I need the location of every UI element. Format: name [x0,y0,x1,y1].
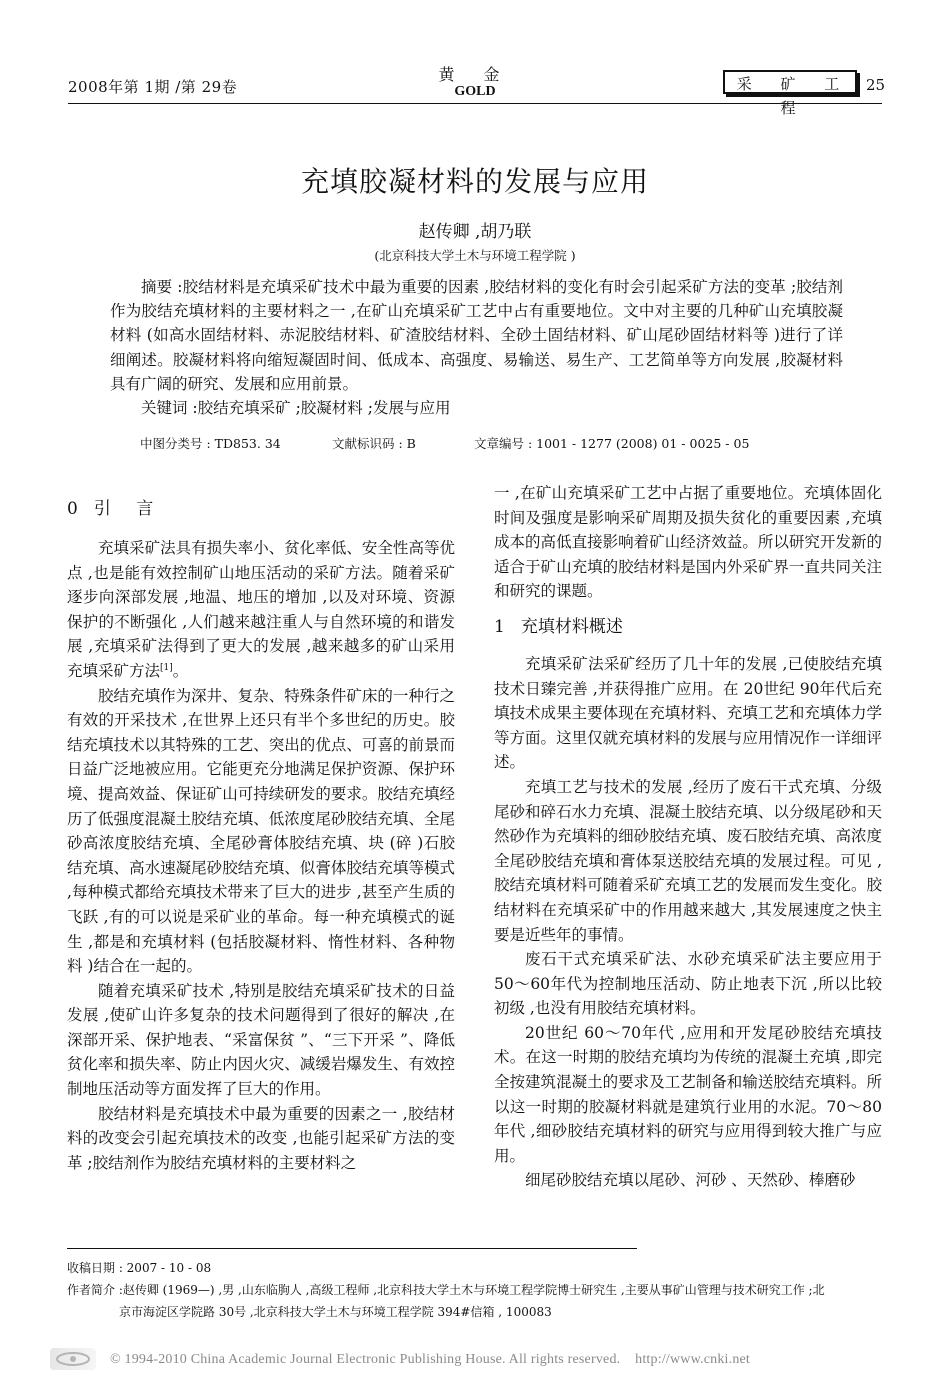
author-bio-line-2: 京市海淀区学院路 30号 ,北京科技大学土木与环境工程学院 394#信箱 , 100083 [119,1305,552,1319]
footnote-rule [67,1248,637,1249]
issue-info: 2008年第 1期 /第 29卷 [68,78,238,96]
abstract-text: 摘要 :胶结材料是充填采矿技术中最为重要的因素 ,胶结材料的变化有时会引起采矿方法的变革 ;胶结剂作为胶结充填材料的主要材料之一 ,在矿山充填采矿工艺中占有重要地位。文中对主要的几种矿山充填胶凝材料 (如高水固结材料、赤泥胶结材料、矿渣胶结材料、全砂土固结材料、矿山尾砂固结材料等 )进行了详细阐述。胶凝材料将向缩短凝固时间、低成本、高强度、易输送、易生产、工艺简单等方向发展 ,胶凝材料具有广阔的研究、发展和应用前景。 [110,278,843,393]
paper-title: 充填胶凝材料的发展与应用 [300,165,649,198]
section-1-title: 充填材料概述 [520,616,623,637]
intro-paragraph-4: 胶结材料是充填技术中最为重要的因素之一 ,胶结材料的改变会引起充填技术的改变 ,也能引起采矿方法的变革 ;胶结剂作为胶结充填材料的主要材料之 [67,1104,455,1172]
classification-meta [140,434,840,452]
intro-paragraph-1-text: 充填采矿法具有损失率小、贫化率低、安全性高等优点 ,也是能有效控制矿山地压活动的采矿方法。随着采矿逐步向深部发展 ,地温、地压的增加 ,以及对环境、资源保护的不断强化 ,人们越来越注重人与自然环境的和谐发展 ,充填采矿法得到了更大的发展 ,越来越多的矿山采用充填采矿方法 [67,539,455,680]
overview-paragraph-3: 废石干式充填采矿法、水砂充填采矿法主要应用于 50～60年代为控制地压活动、防止地表下沉 ,所以比较初级 ,也没有用胶结充填材料。 [494,950,882,1018]
paper-authors: 赵传卿 ,胡乃联 [418,222,532,242]
section-label: 采 矿 工 程 [723,70,857,94]
section-0-title: 引 言 [93,499,164,519]
footnotes [67,1257,887,1323]
journal-name [430,66,520,100]
section-1-heading [494,614,882,640]
received-date: 收稿日期 : 2007 - 10 - 08 [67,1261,212,1275]
intro-paragraph-1 [67,536,455,684]
cnki-logo-icon [50,1348,96,1370]
journal-name-cn: 黄 金 [438,65,512,84]
page-number: 25 [866,76,886,94]
intro-paragraph-3: 随着充填采矿技术 ,特别是胶结充填采矿技术的日益发展 ,使矿山许多复杂的技术问题得到了很好的解决 ,在深部开采、保护地表、“采富保贫 ”、“三下开采 ”、降低贫化率和损失率、防止内因火灾、减缓岩爆发生、有效控制地压活动等方面发挥了巨大的作用。 [67,981,455,1099]
paper-affiliation: (北京科技大学土木与环境工程学院 ) [374,248,576,263]
abstract-block [110,275,843,420]
document-code: 文献标识码 : B [331,436,416,451]
intro-paragraph-4-continued: 一 ,在矿山充填采矿工艺中占据了重要地位。充填体固化时间及强度是影响采矿周期及损失贫化的重要因素 ,充填成本的高低直接影响着矿山经济效益。所以研究开发新的适合于矿山充填的胶结材料是国内外采矿界一直共同关注和研究的课题。 [494,484,882,601]
section-1-number: 1 [494,616,505,637]
overview-paragraph-4: 20世纪 60～70年代 ,应用和开发尾砂胶结充填技术。在这一时期的胶结充填均为传统的混凝土充填 ,即完全按建筑混凝土的要求及工艺制备和输送胶结充填料。所以这一时期的胶凝材料就是建筑行业用的水泥。70～80年代 ,细砂胶结充填材料的研究与应用得到较大推广与应用。 [494,1023,882,1165]
journal-name-en: GOLD [454,84,496,99]
author-bio-line-1: 作者简介 :赵传卿 (1969—) ,男 ,山东临朐人 ,高级工程师 ,北京科技大学土木与环境工程学院博士研究生 ,主要从事矿山管理与技术研究工作 ;北 [67,1283,825,1297]
copyright-notice: © 1994-2010 China Academic Journal Electronic Publishing House. All rights reserved. http://www.cnki.net [110,1352,751,1367]
section-0-heading [67,496,455,522]
header-rule [68,103,882,104]
clc-number: 中图分类号 : TD853. 34 [140,436,281,451]
article-number: 文章编号 : 1001 - 1277 (2008) 01 - 0025 - 05 [473,436,750,451]
intro-paragraph-1-end: 。 [172,661,189,680]
left-column [67,496,455,1175]
overview-paragraph-5: 细尾砂胶结充填以尾砂、河砂 、天然砂、棒磨砂 [525,1171,856,1190]
citation-1: [1] [160,662,173,673]
right-column [494,481,882,1193]
overview-paragraph-1: 充填采矿法采矿经历了几十年的发展 ,已使胶结充填技术日臻完善 ,并获得推广应用。在 20世纪 90年代后充填技术成果主要体现在充填材料、充填工艺和充填体力学等方面。这里仅就充填材料的发展与应用情况作一详细评述。 [494,654,882,772]
intro-paragraph-2: 胶结充填作为深井、复杂、特殊条件矿床的一种行之有效的开采技术 ,在世界上还只有半个多世纪的历史。胶结充填技术以其特殊的工艺、突出的优点、可喜的前景而日益广泛地被应用。它能更充分地满足保护资源、保护环境、提高效益、保证矿山可持续研发的要求。胶结充填经历了低强度混凝土胶结充填、低浓度尾砂胶结充填、全尾砂高浓度胶结充填、全尾砂膏体胶结充填、块 (碎 )石胶结充填、高水速凝尾砂胶结充填、似膏体胶结充填等模式 ,每种模式都给充填技术带来了巨大的进步 ,甚至产生质的飞跃 ,有的可以说是采矿业的革命。每一种充填模式的诞生 ,都是和充填材料 (包括胶凝材料、惰性材料、各种物料 )结合在一起的。 [67,686,455,976]
overview-paragraph-2: 充填工艺与技术的发展 ,经历了废石干式充填、分级尾砂和碎石水力充填、混凝土胶结充填、以分级尾砂和天然砂作为充填料的细砂胶结充填、废石胶结充填、高浓度全尾砂胶结充填和膏体泵送胶结充填的发展过程。可见 ,胶结充填材料可随着采矿充填工艺的发展而发生变化。胶结材料在充填采矿中的作用越来越大 ,其发展速度之快主要是近些年的事情。 [494,777,882,944]
keywords: 关键词 :胶结充填采矿 ;胶凝材料 ;发展与应用 [141,399,451,418]
section-0-number: 0 [67,499,78,519]
